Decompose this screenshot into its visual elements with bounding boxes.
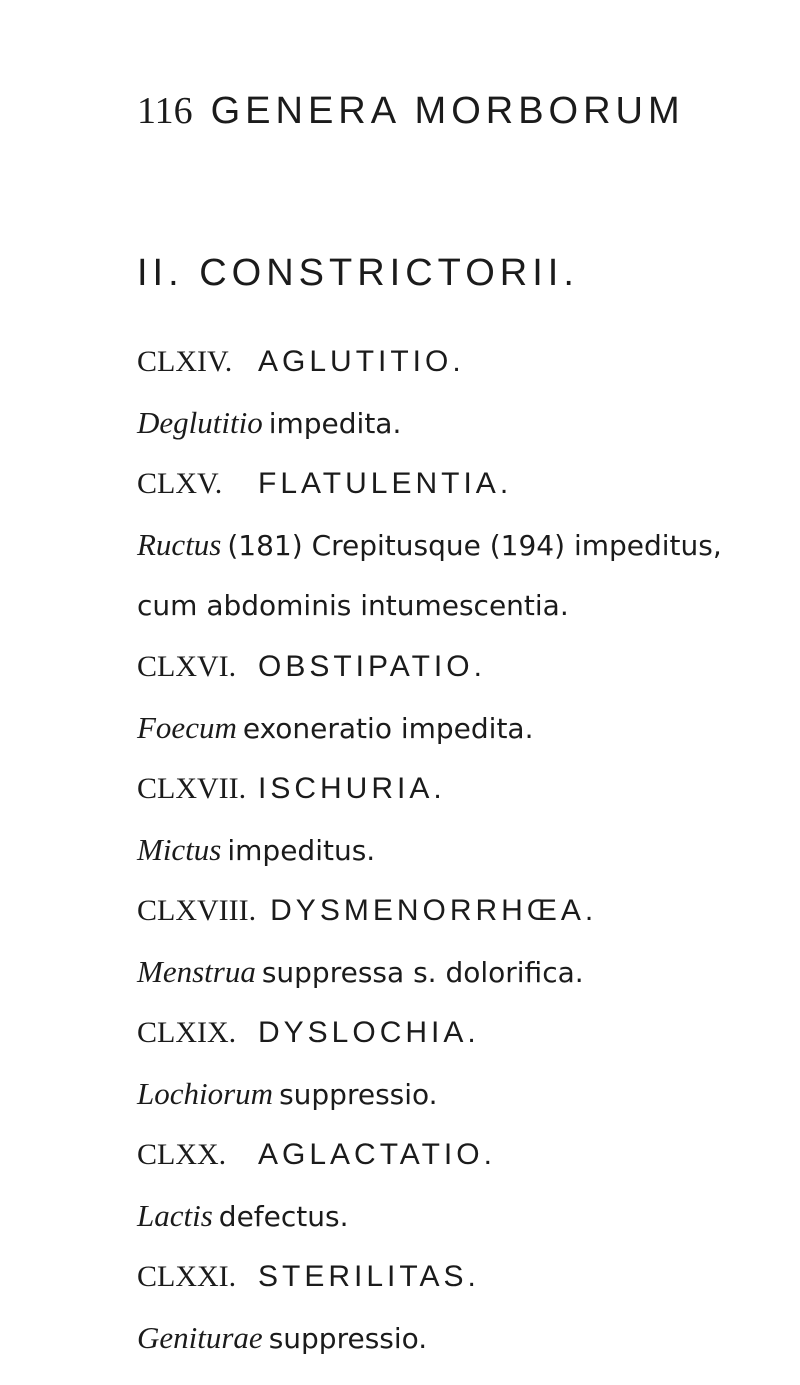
- entry-keyword: Lochiorum: [137, 1076, 274, 1111]
- entry-heading: [137, 880, 787, 941]
- entry-number: CLXVIII.: [137, 894, 257, 927]
- entry-heading: [137, 636, 787, 697]
- entry-description: [137, 1307, 787, 1368]
- running-title: GENERA MORBORUM: [210, 90, 685, 132]
- entry-name: FLATULENTIA.: [258, 467, 513, 500]
- entry-keyword: Ructus: [137, 527, 222, 562]
- entry-name: ISCHURIA.: [258, 772, 446, 805]
- entry-number: CLXXI.: [137, 1260, 237, 1293]
- entry-text: impeditus.: [227, 834, 376, 867]
- entry-description: [137, 819, 787, 880]
- entry-number: CLXX.: [137, 1138, 227, 1171]
- disease-entries: [137, 331, 787, 1368]
- entry-name: STERILITAS.: [258, 1260, 480, 1293]
- entry-keyword: Lactis: [137, 1198, 213, 1233]
- entry-heading: [137, 331, 787, 392]
- entry-text: impedita.: [268, 407, 402, 440]
- entry-heading: [137, 453, 787, 514]
- entry-text: suppressio.: [268, 1322, 428, 1355]
- entry-heading: [137, 1002, 787, 1063]
- entry-keyword: Foecum: [137, 710, 237, 745]
- entry-heading: [137, 758, 787, 819]
- entry-description: [137, 697, 787, 758]
- entry-keyword: Deglutitio: [137, 405, 263, 440]
- entry-text: suppressa s. dolorifica.: [261, 956, 584, 989]
- entry-text: (181) Crepitusque (194) impeditus,: [227, 529, 722, 562]
- entry-description: [137, 1063, 787, 1124]
- entry-description-continued: cum abdominis intumescentia.: [137, 589, 569, 622]
- entry-heading: [137, 1124, 787, 1185]
- entry-keyword: Mictus: [137, 832, 222, 867]
- entry-heading: [137, 1246, 787, 1307]
- entry-description: [137, 941, 787, 1002]
- entry-name: DYSMENORRHŒA.: [270, 894, 598, 927]
- entry-name: AGLACTATIO.: [258, 1138, 496, 1171]
- entry-number: CLXIX.: [137, 1016, 237, 1049]
- entry-keyword: Menstrua: [137, 954, 256, 989]
- entry-number: CLXV.: [137, 467, 223, 500]
- page-number: 116: [137, 90, 193, 132]
- entry-text: exoneratio impedita.: [242, 712, 534, 745]
- entry-text: defectus.: [218, 1200, 349, 1233]
- entry-keyword: Geniturae: [137, 1320, 263, 1355]
- entry-text: suppressio.: [279, 1078, 438, 1111]
- entry-description: [137, 514, 787, 575]
- entry-number: CLXVII.: [137, 772, 247, 805]
- entry-name: AGLUTITIO.: [258, 345, 465, 378]
- entry-number: CLXVI.: [137, 650, 237, 683]
- entry-description: [137, 392, 787, 453]
- entry-name: OBSTIPATIO.: [258, 650, 486, 683]
- section-title: II. CONSTRICTORII.: [137, 252, 579, 294]
- entry-name: DYSLOCHIA.: [258, 1016, 480, 1049]
- entry-description: [137, 1185, 787, 1246]
- entry-number: CLXIV.: [137, 345, 233, 378]
- page-header: [137, 88, 777, 133]
